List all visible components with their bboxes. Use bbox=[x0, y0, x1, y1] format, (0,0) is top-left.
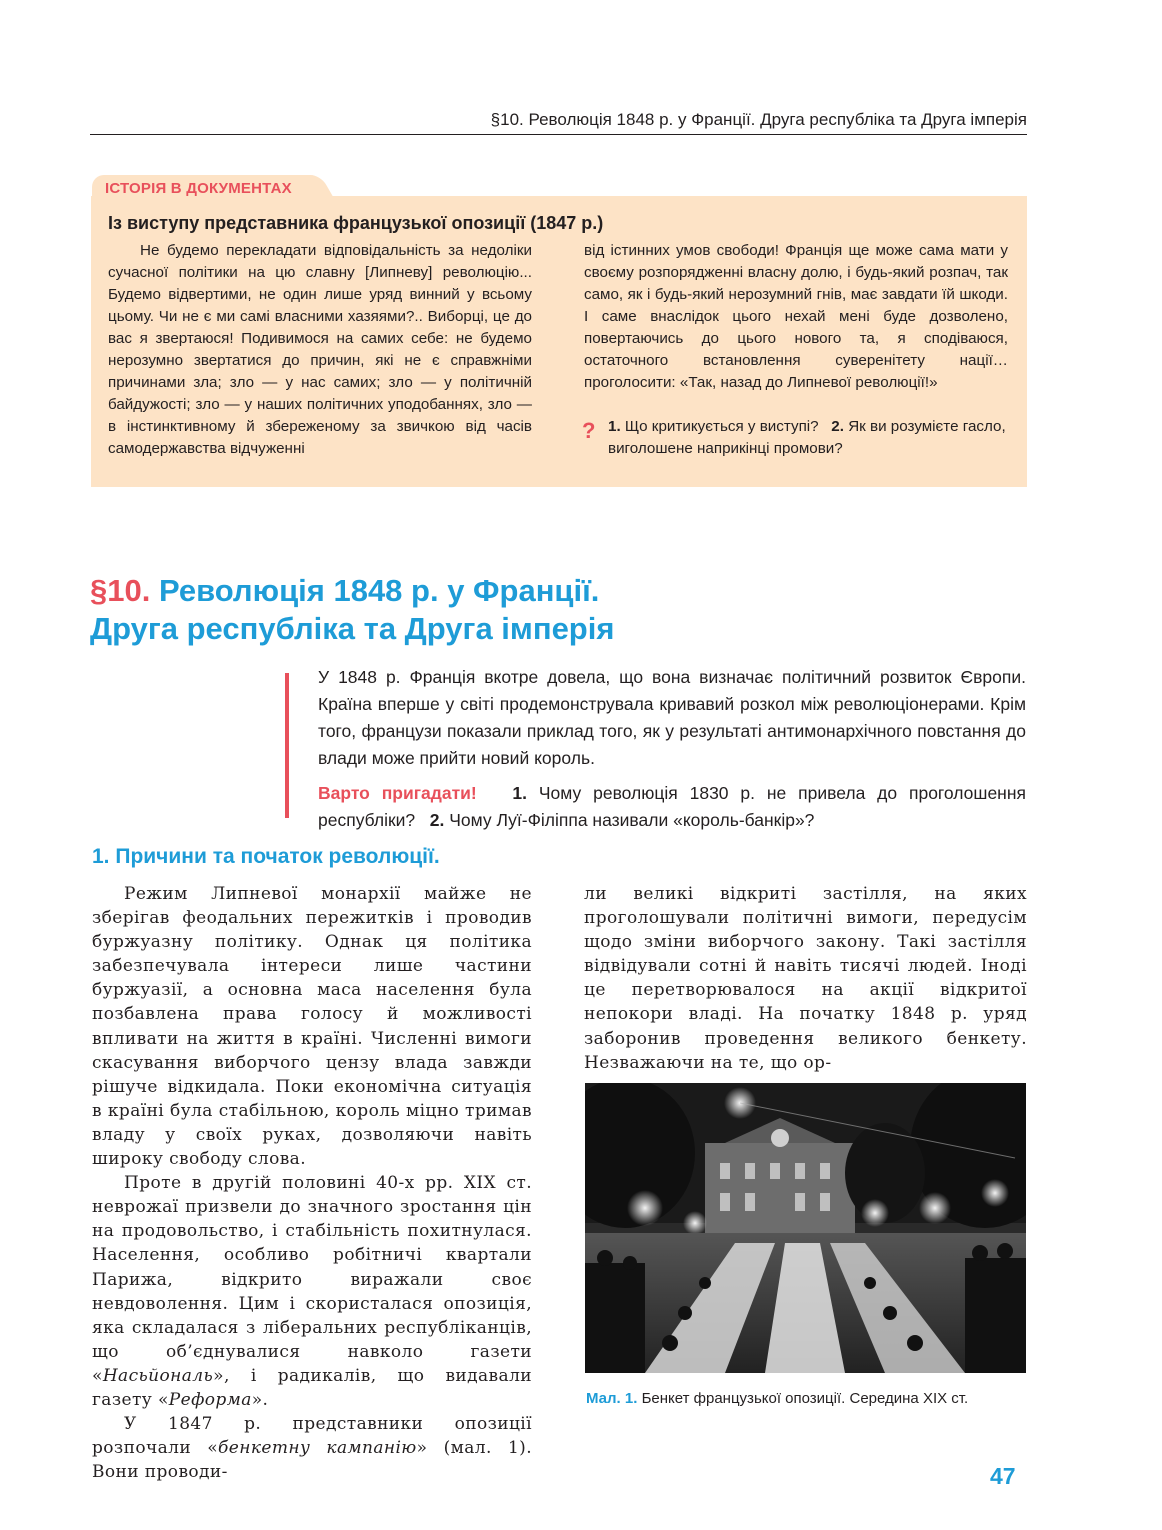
body-paragraph-2 bbox=[92, 1171, 532, 1412]
intro-text: У 1848 р. Франція вкотре довела, що вона визначає політичний розвиток Європи. Країна вперше у світі продемонструвала кривавий розкол між революціонерами. Крім того, французи показали приклад того, як у результаті антимонархічного повстання до влади може прийти новий король. bbox=[318, 667, 1026, 768]
document-tab bbox=[92, 175, 314, 201]
p2-start: Проте в другій половині 40-х рр. XIX ст. неврожаї призвели до значного зростання цін на продовольство, і стабільність похитнулася. Населення, особливо робітничі квартали Парижа, відкрито виражали своє невдоволення. Цим і скористалася опозиція, яка складалася з ліберальних республіканців, що об’єднувалися навколо газети « bbox=[92, 1173, 532, 1386]
banquet-illustration bbox=[585, 1083, 1026, 1373]
section-number: §10. bbox=[90, 573, 151, 608]
question-1-text: Що критикується у виступі? bbox=[624, 418, 819, 435]
banquet-campaign: бенкетну кампанію bbox=[218, 1438, 417, 1459]
recall-block bbox=[318, 780, 1026, 834]
recall-q1-text: Чому революція 1830 р. не привела до проголошення республіки? bbox=[318, 783, 1026, 830]
caption-label: Мал. 1. bbox=[586, 1390, 638, 1407]
body-paragraph-right: ли великі відкриті застілля, на яких проголошували політичні вимоги, передусім щодо зміни виборчого закону. Такі застілля відвідували сотні й навіть тисячі людей. Іноді це перетворювалося на акції відкритої непокори владі. На початку 1848 р. уряд заборонив проведення великого бенкету. Незважаючи на те, що ор- bbox=[584, 884, 1027, 1073]
figure-caption bbox=[586, 1390, 968, 1407]
section-intro bbox=[318, 664, 1026, 834]
document-questions bbox=[608, 416, 1008, 460]
document-text-left bbox=[108, 240, 532, 460]
recall-q2-text: Чому Луї-Філіппа називали «король-банкір»? bbox=[449, 810, 815, 830]
document-paragraph-left: Не будемо перекладати відповідальність за недоліки сучасної політики на цю славну [Липневу] революцію... Будемо відвертими, не один лише уряд винний у всьому цьому. Чи не є ми самі власними хазяями?.. Виборці, це до вас я звертаюся! Подивимося на самих себе: не будемо нерозумно звертатися до причин, які не є справжніми причинами зла; зло — у нас самих; зло — у політичній байдужості; зло — у наших політичних уподобаннях, зло — в інстинктивному й збереженому за звичкою від часів самодержавства відчуженні bbox=[108, 242, 532, 457]
newspaper-reforma: Реформа bbox=[168, 1389, 252, 1410]
p2-end: ». bbox=[251, 1389, 269, 1410]
document-paragraph-right: від істинних умов свободи! Франція ще може сама мати у своєму розпорядженні власну долю, і будь-який розпач, так само, як і будь-який нерозумний гнів, має завдати їй шкоди. І саме внаслідок цього нехай мені буде дозволено, повертаючись до цього нового та, я сподіваюся, остаточного встановлення суверенітету нації… проголосити: «Так, назад до Липневої революції!» bbox=[584, 242, 1008, 391]
subsection-title: 1. Причини та початок революції. bbox=[92, 845, 440, 868]
header-rule bbox=[90, 134, 1027, 135]
page-number: 47 bbox=[990, 1463, 1016, 1489]
recall-q1-number: 1. bbox=[512, 783, 527, 803]
body-column-right bbox=[584, 882, 1027, 1075]
question-2-text: Як ви розумієте гасло, виголошене наприкінці промови? bbox=[608, 418, 1006, 457]
body-paragraph-3 bbox=[92, 1412, 532, 1484]
recall-q2-number: 2. bbox=[429, 810, 445, 830]
running-head: §10. Революція 1848 р. у Франції. Друга республіка та Друга імперія bbox=[490, 110, 1027, 129]
document-text-right bbox=[584, 240, 1008, 394]
p3-start: У 1847 р. представники опозиції розпочали « bbox=[92, 1414, 532, 1459]
recall-label: Варто пригадати! bbox=[318, 783, 477, 803]
section-title bbox=[90, 572, 614, 648]
document-tab-label: ІСТОРІЯ В ДОКУМЕНТАХ bbox=[105, 180, 292, 197]
body-paragraph-1: Режим Липневої монархії майже не зберігав феодальних пережитків і проводив буржуазну політику. Однак ця політика забезпечувала інтереси лише частини буржуазії, а основна маса населення була позбавлена права голосу й можливості впливати на життя в країні. Численні вимоги скасування виборчого цензу влада завжди рішуче відкидала. Поки економічна ситуація в країні була стабільною, король міцно тримав владу у своїх руках, дозволяючи навіть широку свободу слова. bbox=[92, 884, 532, 1170]
question-1-number: 1. bbox=[608, 418, 621, 435]
caption-text: Бенкет французької опозиції. Середина XIX ст. bbox=[641, 1390, 969, 1407]
question-2-number: 2. bbox=[831, 418, 844, 435]
intro-bar bbox=[285, 673, 289, 818]
p2-middle: », і радикалів, що видавали газету « bbox=[92, 1365, 532, 1410]
p3-end: » (мал. 1). Вони проводи- bbox=[92, 1438, 532, 1483]
document-title: Із виступу представника французької опозиції (1847 р.) bbox=[108, 213, 604, 233]
section-title-line-1: Революція 1848 р. у Франції. bbox=[158, 573, 600, 608]
body-column-left bbox=[92, 882, 532, 1484]
newspaper-national: Насьйональ bbox=[102, 1365, 214, 1386]
section-title-line-2: Друга республіка та Друга імперія bbox=[90, 611, 615, 646]
question-icon: ? bbox=[582, 418, 596, 443]
